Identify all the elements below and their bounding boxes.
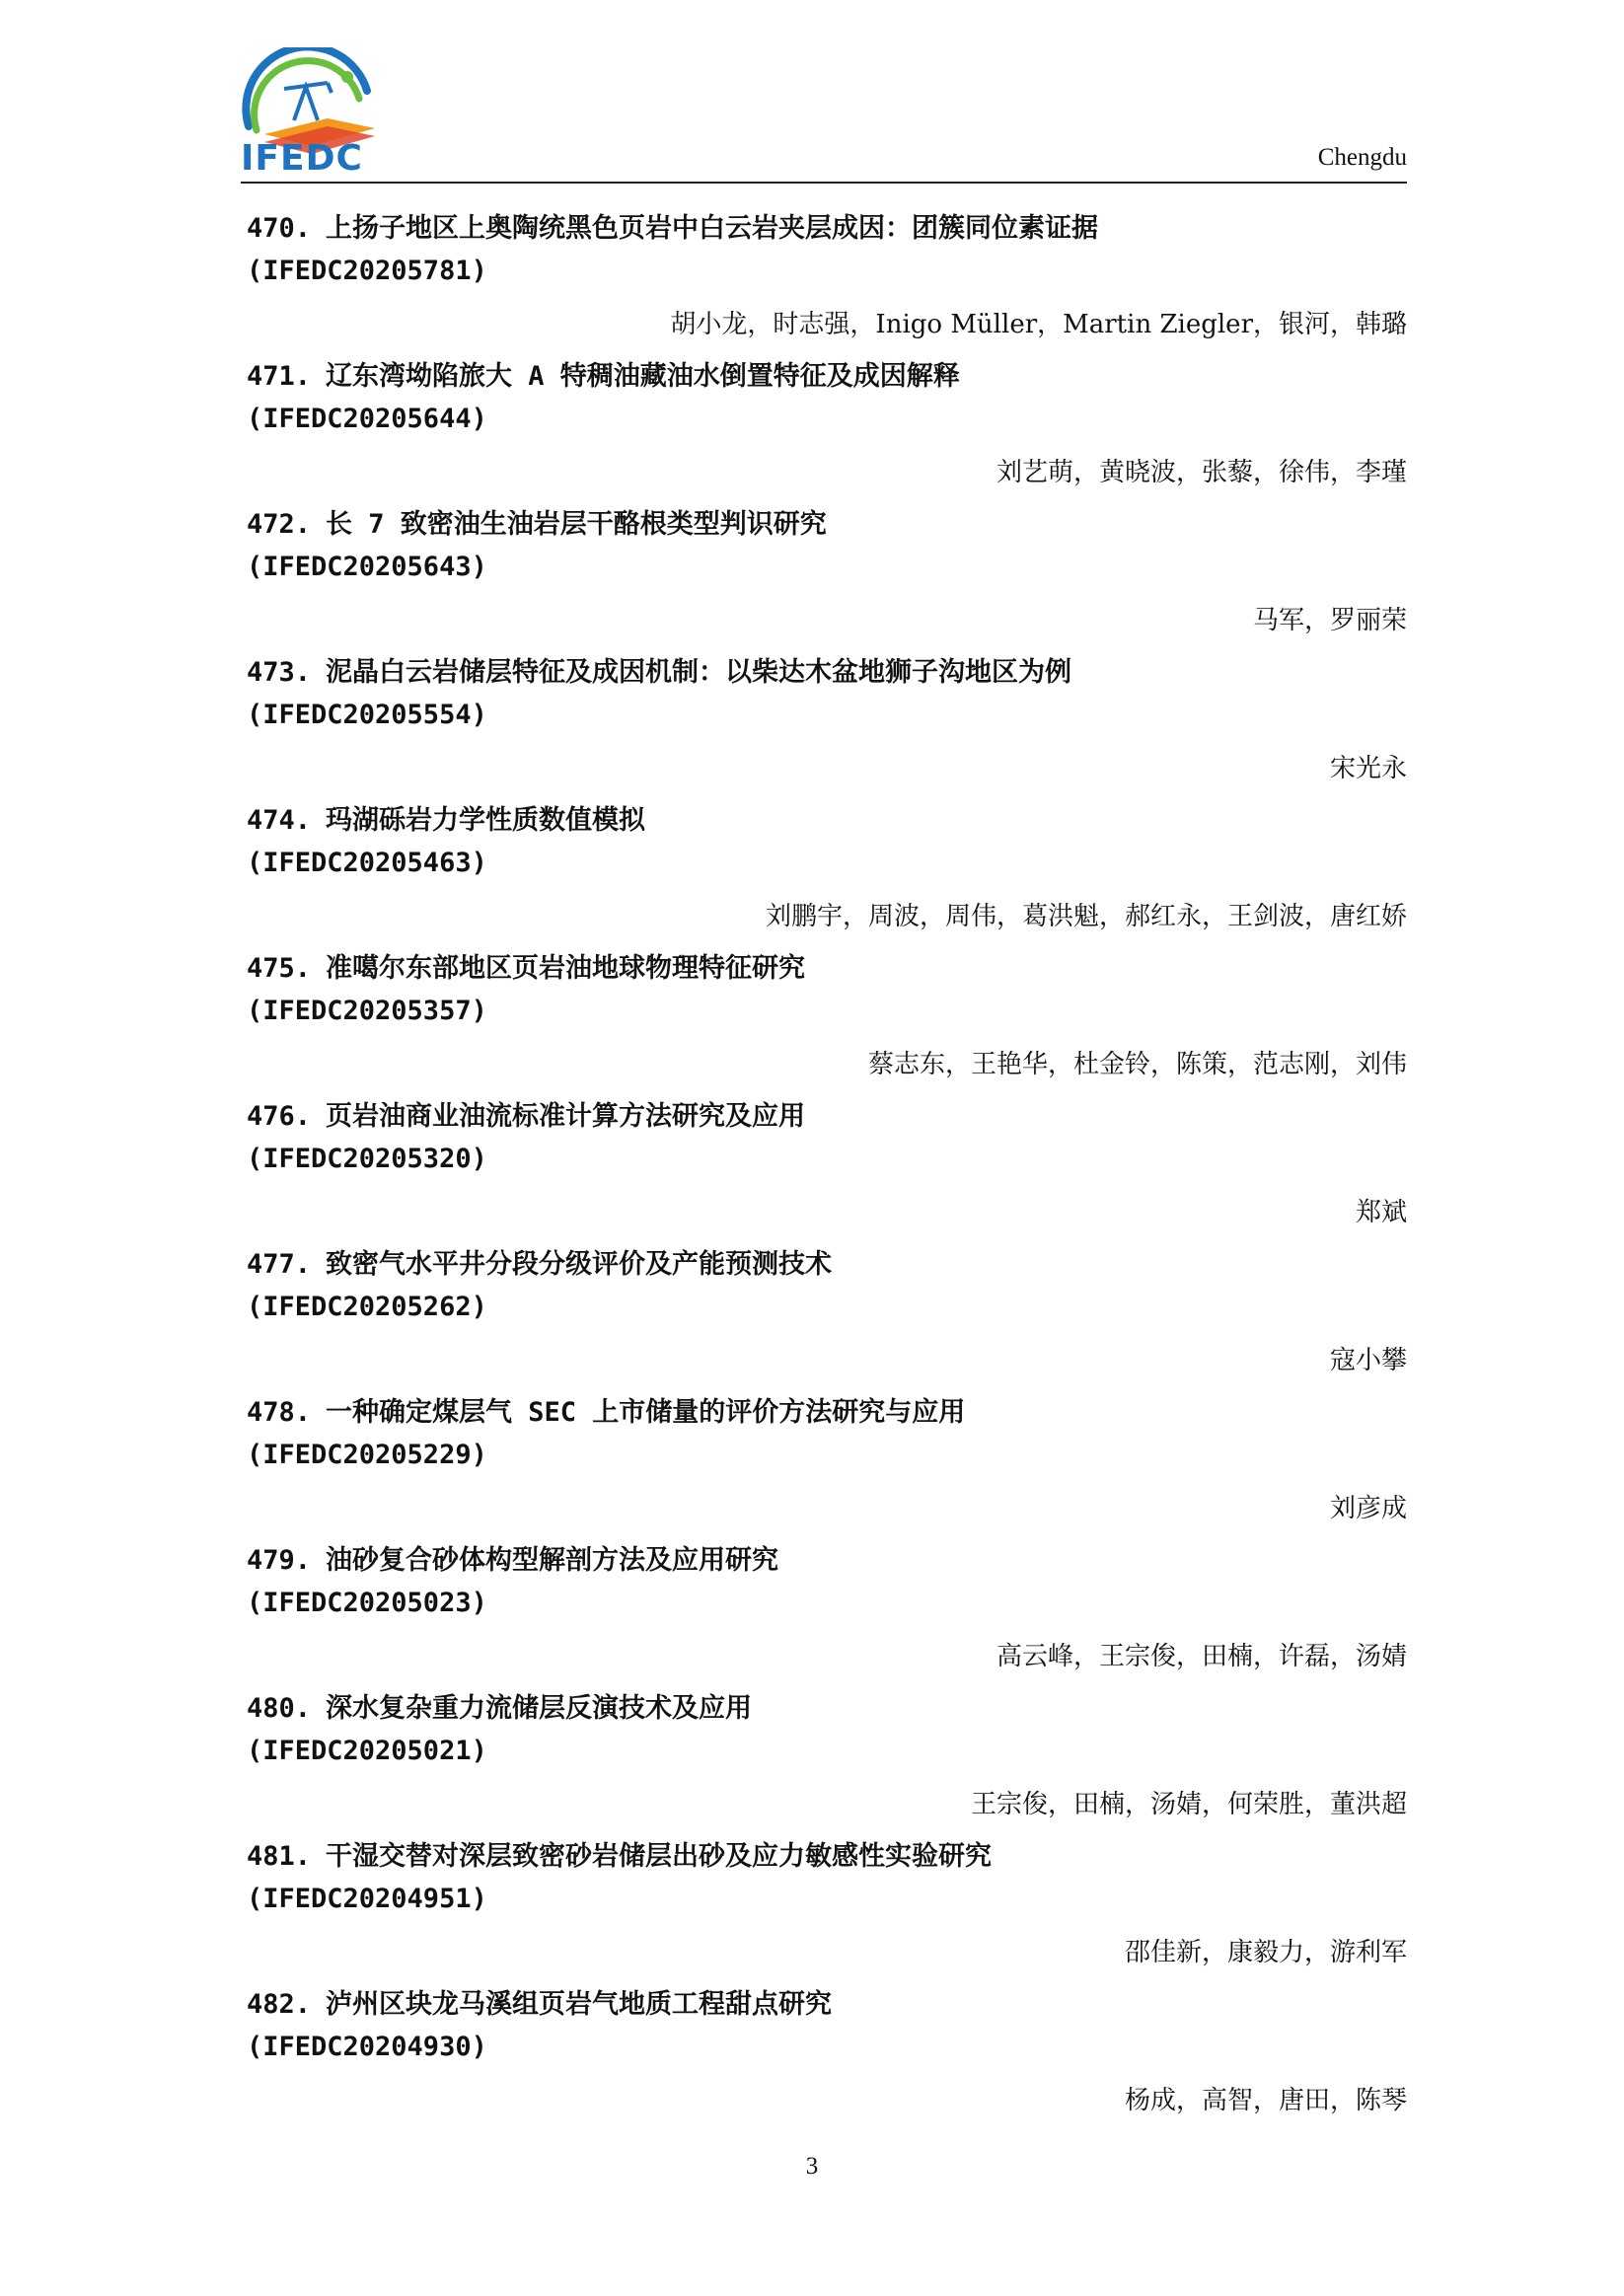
entry-number: 470.	[247, 213, 312, 244]
header-rule	[241, 182, 1407, 184]
entry-number: 477.	[247, 1249, 312, 1280]
entry-number: 480.	[247, 1693, 312, 1724]
list-item	[247, 1824, 1407, 1972]
entry-title-text: 泥晶白云岩储层特征及成因机制：以柴达木盆地狮子沟地区为例	[326, 657, 1071, 688]
entry-id: (IFEDC20204951)	[247, 1884, 487, 1914]
entry-title	[247, 1390, 965, 1429]
entry-title-text: 长 7 致密油生油岩层干酪根类型判识研究	[326, 509, 827, 540]
entry-title	[247, 1834, 992, 1873]
list-item	[247, 1380, 1407, 1528]
entry-title-text: 上扬子地区上奥陶统黑色页岩中白云岩夹层成因：团簇同位素证据	[326, 213, 1098, 244]
entry-authors: 宋光永	[1329, 754, 1407, 783]
entry-title	[247, 1242, 832, 1281]
entry-title	[247, 1094, 805, 1133]
list-item	[247, 640, 1407, 788]
entry-authors: 刘鹏宇，周波，周伟，葛洪魁，郝红永，王剑波，唐红娇	[765, 902, 1407, 931]
entry-authors: 王宗俊，田楠，汤婧，何荣胜，董洪超	[970, 1790, 1407, 1819]
list-item	[247, 788, 1407, 936]
list-item	[247, 1528, 1407, 1676]
entry-authors: 杨成，高智，唐田，陈琴	[1124, 2086, 1407, 2115]
entry-id: (IFEDC20205021)	[247, 1736, 487, 1766]
entry-number: 479.	[247, 1545, 312, 1576]
list-item	[247, 492, 1407, 640]
list-item	[247, 936, 1407, 1084]
entry-number: 471.	[247, 361, 312, 392]
entry-title-text: 页岩油商业油流标准计算方法研究及应用	[326, 1101, 805, 1132]
entry-id: (IFEDC20205643)	[247, 552, 487, 582]
entry-title	[247, 946, 805, 985]
entry-title	[247, 650, 1071, 689]
entry-authors: 刘艺萌，黄晓波，张藜，徐伟，李瑾	[996, 458, 1407, 487]
entry-title	[247, 798, 645, 837]
entry-title-text: 准噶尔东部地区页岩油地球物理特征研究	[326, 953, 805, 984]
entry-id: (IFEDC20205554)	[247, 700, 487, 730]
entry-title	[247, 1686, 752, 1725]
entry-id: (IFEDC20205644)	[247, 404, 487, 434]
entry-authors: 邵佳新，康毅力，游利军	[1124, 1938, 1407, 1967]
entry-authors: 寇小攀	[1329, 1346, 1407, 1375]
entry-authors: 高云峰，王宗俊，田楠，许磊，汤婧	[996, 1642, 1407, 1671]
entry-number: 482.	[247, 1989, 312, 2020]
logo-arc-green	[255, 61, 359, 130]
list-item	[247, 196, 1407, 344]
entry-number: 476.	[247, 1101, 312, 1132]
entry-number: 481.	[247, 1841, 312, 1872]
entry-title-text: 泸州区块龙马溪组页岩气地质工程甜点研究	[326, 1989, 832, 2020]
entry-id: (IFEDC20205262)	[247, 1292, 487, 1322]
list-item	[247, 1676, 1407, 1824]
logo-pump-jack	[284, 83, 332, 120]
entry-title-text: 深水复杂重力流储层反演技术及应用	[326, 1693, 752, 1724]
entry-title-text: 辽东湾坳陷旅大 A 特稠油藏油水倒置特征及成因解释	[326, 361, 960, 392]
entry-number: 474.	[247, 805, 312, 836]
entry-id: (IFEDC20205229)	[247, 1440, 487, 1470]
entry-list	[247, 196, 1407, 2120]
logo-sun	[341, 71, 353, 83]
list-item	[247, 1084, 1407, 1232]
entry-authors: 胡小龙，时志强，Inigo Müller，Martin Ziegler，银河，韩璐	[670, 310, 1407, 339]
list-item	[247, 344, 1407, 492]
entry-title-text: 油砂复合砂体构型解剖方法及应用研究	[326, 1545, 778, 1576]
entry-title-text: 一种确定煤层气 SEC 上市储量的评价方法研究与应用	[326, 1397, 966, 1428]
entry-id: (IFEDC20205357)	[247, 996, 487, 1026]
entry-authors: 马军，罗丽荣	[1252, 606, 1407, 635]
entry-id: (IFEDC20205023)	[247, 1588, 487, 1618]
entry-number: 475.	[247, 953, 312, 984]
entry-id: (IFEDC20205320)	[247, 1144, 487, 1174]
entry-title	[247, 1982, 832, 2021]
entry-title-text: 致密气水平井分段分级评价及产能预测技术	[326, 1249, 832, 1280]
entry-id: (IFEDC20205781)	[247, 256, 487, 286]
page-number: 3	[805, 2153, 819, 2180]
entry-id: (IFEDC20205463)	[247, 848, 487, 878]
entry-title	[247, 502, 827, 541]
entry-title	[247, 1538, 778, 1577]
entry-number: 478.	[247, 1397, 312, 1428]
header-city: Chengdu	[1317, 144, 1407, 171]
entry-title-text: 玛湖砾岩力学性质数值模拟	[326, 805, 645, 836]
entry-authors: 蔡志东，王艳华，杜金铃，陈策，范志刚，刘伟	[867, 1050, 1407, 1079]
entry-title	[247, 206, 1098, 245]
entry-authors: 刘彦成	[1329, 1494, 1407, 1523]
list-item	[247, 1972, 1407, 2120]
entry-title	[247, 354, 960, 393]
entry-number: 472.	[247, 509, 312, 540]
list-item	[247, 1232, 1407, 1380]
entry-title-text: 干湿交替对深层致密砂岩储层出砂及应力敏感性实验研究	[326, 1841, 992, 1872]
entry-number: 473.	[247, 657, 312, 688]
entry-authors: 郑斌	[1355, 1198, 1407, 1227]
logo-text: IFEDC	[241, 138, 363, 179]
entry-id: (IFEDC20204930)	[247, 2032, 487, 2062]
